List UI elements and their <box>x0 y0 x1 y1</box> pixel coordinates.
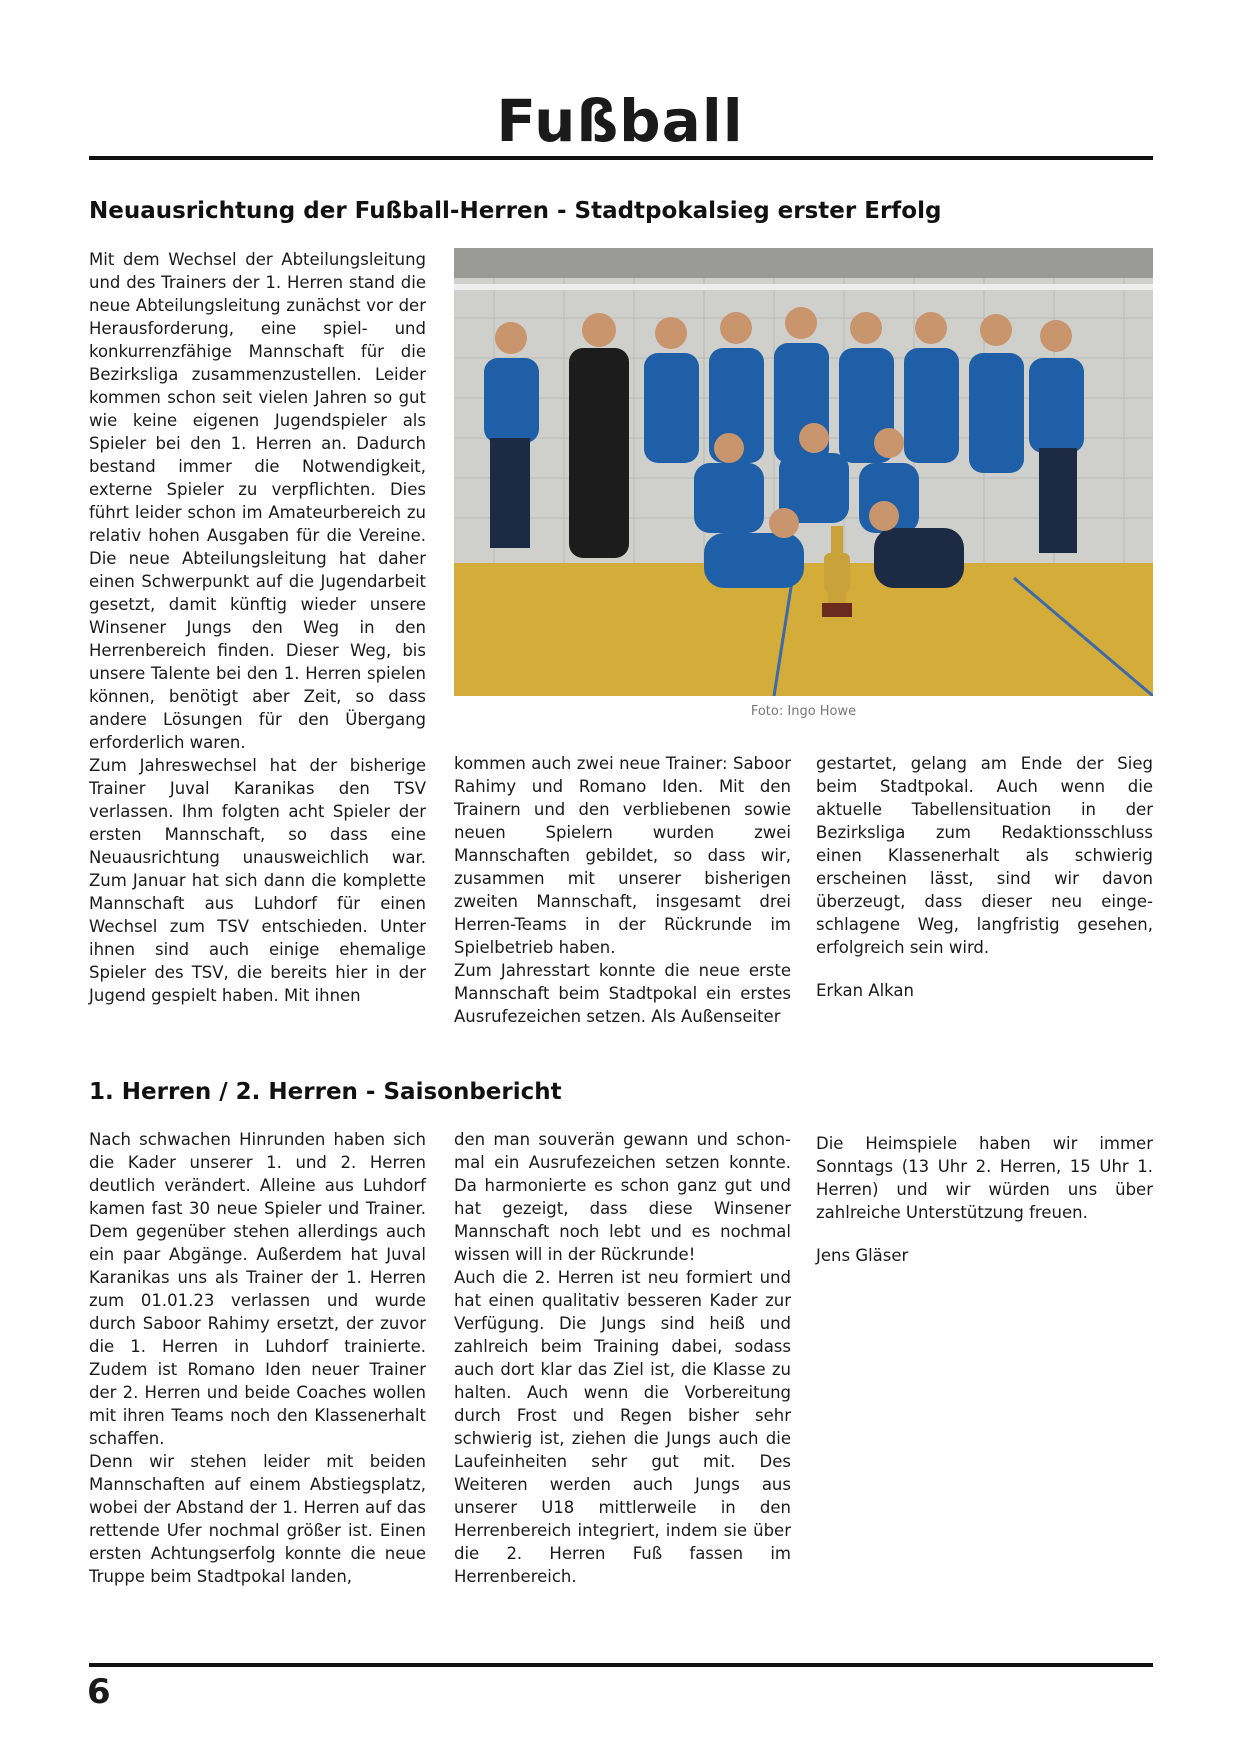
article-column-3 <box>816 1132 1153 1267</box>
article-column-2 <box>454 752 791 1028</box>
article-column-1 <box>89 248 426 1007</box>
section-title: Fußball <box>496 87 744 155</box>
paragraph: Denn wir stehen leider mit beiden Mannschaften auf einem Abstiegsplatz, wobei der Abstand der 1. Herren auf das rettende Ufer nochmal größer ist. Einen ersten Achtungserfolg konnte die neue Truppe beim Stadtpokal landen, <box>89 1452 426 1586</box>
author: Jens Gläser <box>816 1246 909 1265</box>
paragraph: Mit dem Wechsel der Abteilungsleitung und des Trainers der 1. Herren stand die neue Abteilungsleitung zunächst vor der Herausforderung, eine spiel- und konkurrenzfähige Mannschaft für die Bezirksliga zusammenzustellen. Leider kommen schon seit vielen Jahren so gut wie keine eigenen Jugendspieler als Spieler bei den 1. Herren an. Dadurch bestand immer die Notwendigkeit, externe Spieler zu verpflichten. Dies führt leider schon im Amateurbereich zu relativ hohen Ausgaben für die Vereine. Die neue Abteilungsleitung hat daher einen Schwerpunkt auf die Jugendarbeit gesetzt, damit künftig wieder unsere Winsener Jungs den Weg in den Herrenbereich finden. Dieser Weg, bis unsere Talente bei den 1. Herren spielen können, benötigt aber Zeit, so dass andere Lösungen für den Übergang erforderlich waren. <box>89 250 426 752</box>
page-number: 6 <box>87 1672 111 1712</box>
team-photo <box>454 248 1153 696</box>
top-rule <box>89 156 1153 160</box>
article-heading: 1. Herren / 2. Herren - Saisonbericht <box>89 1079 562 1105</box>
paragraph: gestartet, gelang am Ende der Sieg beim Stadtpokal. Auch wenn die aktuelle Tabellensituation in der Bezirksliga zum Redaktionsschluss einen Klassenerhalt als schwierig erscheinen lässt, sind wir davon überzeugt, dass dieser neu einge-schlagene Weg, langfristig gesehen, erfolgreich sein wird. <box>816 754 1153 957</box>
photo-caption: Foto: Ingo Howe <box>750 704 857 719</box>
paragraph: kommen auch zwei neue Trainer: Saboor Rahimy und Romano Iden. Mit den Trainern und den verbliebenen sowie neuen Spielern wurden zwei Mannschaften gebildet, so dass wir, zusammen mit unserer bisherigen zweiten Mannschaft, insgesamt drei Herren-Teams in der Rückrunde im Spielbetrieb haben. <box>454 754 791 957</box>
paragraph: Nach schwachen Hinrunden haben sich die Kader unserer 1. und 2. Herren deutlich verändert. Alleine aus Luhdorf kamen fast 30 neue Spieler und Trainer. Dem gegenüber stehen allerdings auch ein paar Abgänge. Außerdem hat Juval Karanikas uns als Trainer der 1. Herren zum 01.01.23 verlassen und wurde durch Saboor Rahimy ersetzt, der zuvor die 1. Herren in Luhdorf trainierte. Zudem ist Romano Iden neuer Trainer der 2. Herren und beide Coaches wollen mit ihren Teams noch den Klassenerhalt schaffen. <box>89 1130 426 1448</box>
paragraph: Die Heimspiele haben wir immer Sonntags (13 Uhr 2. Herren, 15 Uhr 1. Herren) und wir würden uns über zahlreiche Unterstützung freuen. <box>816 1134 1153 1222</box>
article-column-2 <box>454 1128 791 1588</box>
paragraph: Auch die 2. Herren ist neu formiert und hat einen qualitativ besseren Kader zur Verfügung. Die Jungs sind heiß und zahlreich beim Training dabei, sodass auch dort klar das Ziel ist, die Klasse zu halten. Auch wenn die Vorbereitung durch Frost und Regen bisher sehr schwierig ist, ziehen die Jungs auch die Laufeinheiten sehr gut mit. Des Weiteren werden auch Jungs aus unserer U18 mittlerweile in den Herrenbereich integriert, indem sie über die 2. Herren Fuß fassen im Herrenbereich. <box>454 1268 791 1586</box>
article-column-3 <box>816 752 1153 1002</box>
article-heading: Neuausrichtung der Fußball-Herren - Stadtpokalsieg erster Erfolg <box>89 198 942 224</box>
article-column-1 <box>89 1128 426 1588</box>
paragraph: Zum Jahreswechsel hat der bisherige Trainer Juval Karanikas den TSV verlassen. Ihm folgten acht Spieler der ersten Mannschaft, so dass eine Neuausrichtung unausweichlich war. Zum Januar hat sich dann die komplette Mannschaft aus Luhdorf für einen Wechsel zum TSV entschieden. Unter ihnen sind auch einige ehemalige Spieler des TSV, die bereits hier in der Jugend gespielt haben. Mit ihnen <box>89 756 426 1005</box>
author: Erkan Alkan <box>816 981 914 1000</box>
bottom-rule <box>89 1663 1153 1667</box>
paragraph: den man souverän gewann und schon-mal ein Ausrufezeichen setzen konnte. Da harmonierte es schon ganz gut und hat gezeigt, dass diese Winsener Mannschaft noch lebt und es nochmal wissen will in der Rückrunde! <box>454 1130 791 1264</box>
paragraph: Zum Jahresstart konnte die neue erste Mannschaft beim Stadtpokal ein erstes Ausrufezeichen setzen. Als Außenseiter <box>454 961 791 1026</box>
